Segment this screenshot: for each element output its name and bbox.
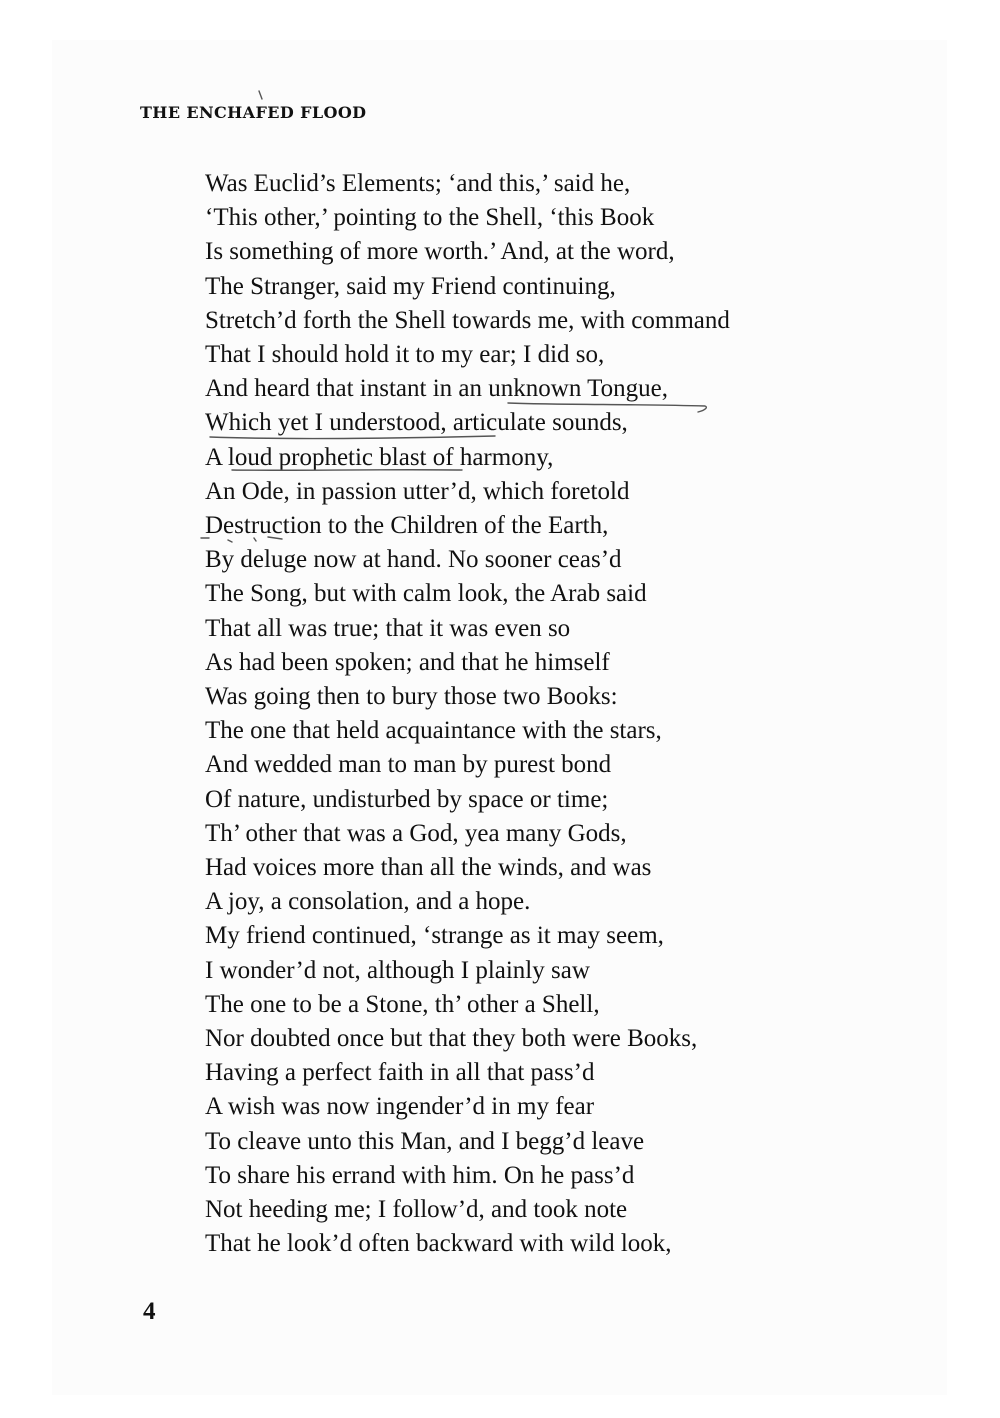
- verse-line: And wedded man to man by purest bond: [205, 751, 612, 779]
- running-head: THE ENCHAFED FLOOD: [140, 103, 367, 122]
- verse-line: Destruction to the Children of the Earth,: [205, 512, 609, 540]
- verse-line: Th’ other that was a God, yea many Gods,: [205, 819, 627, 847]
- verse-line: Was Euclid’s Elements; ‘and this,’ said he,: [205, 170, 631, 197]
- verse-line: The Stranger, said my Friend continuing,: [205, 272, 616, 300]
- verse-line: To share his errand with him. On he pass’d: [205, 1161, 635, 1189]
- verse-line: My friend continued, ‘strange as it may seem,: [205, 922, 664, 950]
- verse-line: A wish was now ingender’d in my fear: [205, 1093, 595, 1121]
- verse-line: Was going then to bury those two Books:: [205, 683, 618, 711]
- verse-line: The one to be a Stone, th’ other a Shell,: [205, 990, 600, 1018]
- verse-line: To cleave unto this Man, and I begg’d leave: [205, 1127, 645, 1155]
- verse-line: Stretch’d forth the Shell towards me, with command: [205, 306, 730, 334]
- verse-line: Which yet I understood, articulate sounds,: [205, 409, 628, 437]
- verse-line: A joy, a consolation, and a hope.: [205, 888, 531, 916]
- verse-line: The Song, but with calm look, the Arab said: [205, 580, 647, 608]
- verse-line: Of nature, undisturbed by space or time;: [205, 785, 609, 813]
- verse-line: Not heeding me; I follow’d, and took note: [205, 1196, 628, 1224]
- verse-line: ‘This other,’ pointing to the Shell, ‘this Book: [205, 204, 655, 232]
- page-number: 4: [143, 1298, 156, 1325]
- verse-line: Having a perfect faith in all that pass’d: [205, 1059, 595, 1087]
- verse-line: That all was true; that it was even so: [205, 614, 571, 642]
- verse-line: A loud prophetic blast of harmony,: [205, 443, 554, 471]
- verse-line: An Ode, in passion utter’d, which foretold: [205, 477, 630, 505]
- verse-line: That he look’d often backward with wild look,: [205, 1230, 672, 1258]
- verse-line: That I should hold it to my ear; I did so,: [205, 341, 605, 369]
- verse-line: Had voices more than all the winds, and was: [205, 854, 652, 882]
- verse-line: As had been spoken; and that he himself: [205, 648, 610, 676]
- verse-line: The one that held acquaintance with the stars,: [205, 717, 662, 745]
- verse-line: I wonder’d not, although I plainly saw: [205, 956, 590, 984]
- verse-line: By deluge now at hand. No sooner ceas’d: [205, 546, 622, 574]
- verse-block: [205, 167, 730, 1262]
- verse-line: Nor doubted once but that they both were Books,: [205, 1025, 698, 1053]
- verse-line: Is something of more worth.’ And, at the word,: [205, 238, 675, 266]
- verse-line: And heard that instant in an unknown Tongue,: [205, 375, 668, 403]
